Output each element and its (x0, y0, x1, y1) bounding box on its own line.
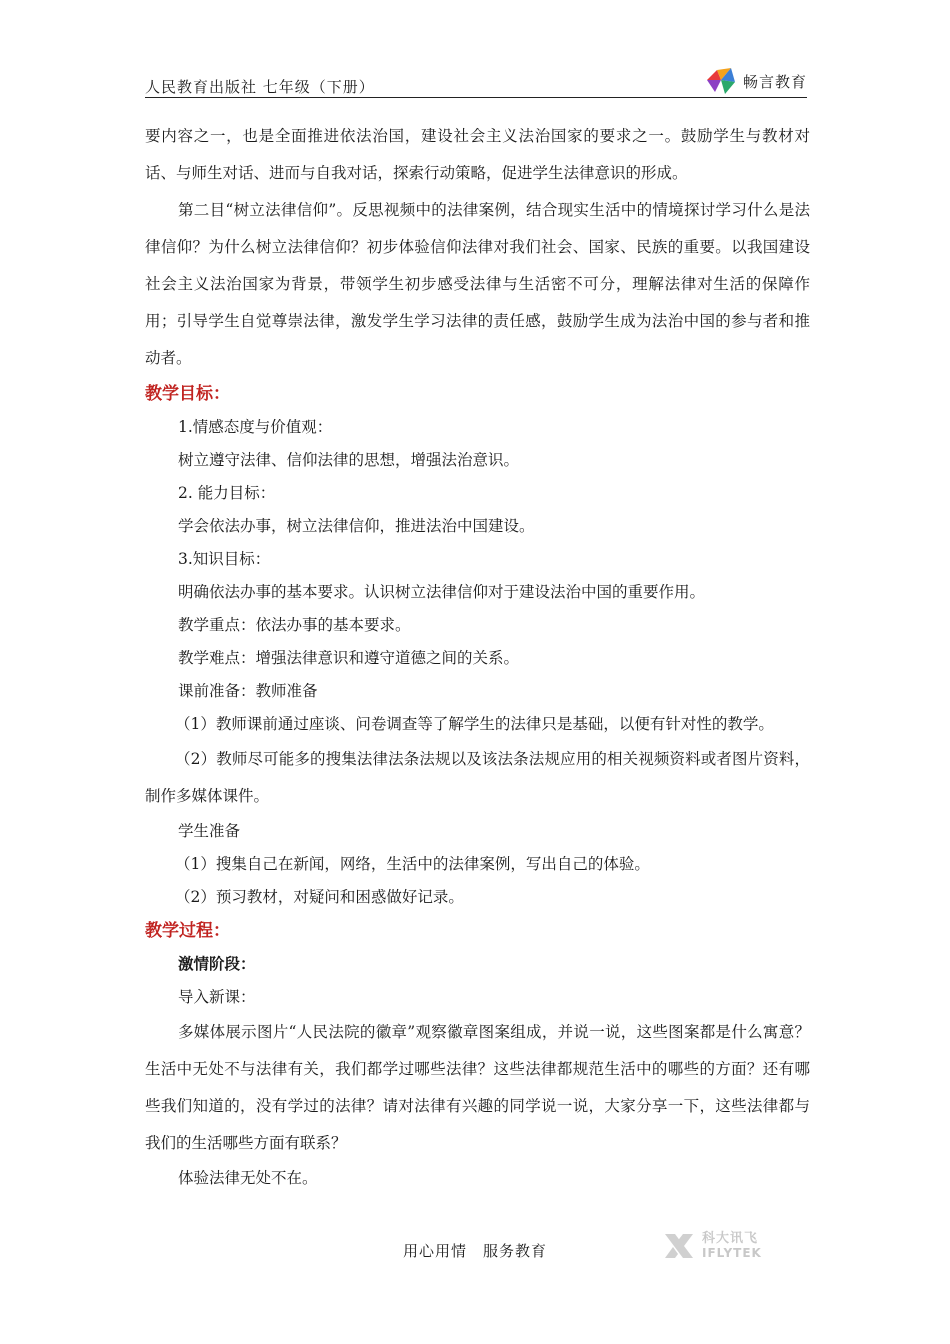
closing-line: 体验法律无处不在。 (178, 1169, 318, 1187)
section-heading-goals: 教学目标： (145, 384, 230, 404)
goal-line: 3.知识目标： (178, 550, 271, 568)
watermark-cn: 科大讯飞 (702, 1231, 759, 1246)
goal-line: 学会依法办事，树立法律信仰，推进法治中国建设。 (178, 517, 535, 535)
goal-line: 明确依法办事的基本要求。认识树立法律信仰对于建设法治中国的重要作用。 (178, 583, 706, 601)
brand-name: 畅言教育 (742, 72, 807, 91)
goal-line: 教学重点：依法办事的基本要求。 (178, 616, 411, 634)
goal-line: 2. 能力目标： (178, 484, 276, 502)
paragraph-1: 要内容之一，也是全面推进依法治国，建设社会主义法治国家的要求之一。鼓励学生与教材对话、与师生对话、进而与自我对话，探索行动策略，促进学生法律意识的形成。 (145, 127, 810, 182)
brand-logo (703, 64, 807, 98)
document-body (145, 118, 810, 1195)
teacher-prep-2: （2）教师尽可能多的搜集法律法条法规以及该法条法规应用的相关视频资料或者图片资料，制作多媒体课件。 (145, 750, 810, 805)
student-prep-line: （2）预习教材，对疑问和困惑做好记录。 (175, 888, 464, 906)
section-heading-process: 教学过程： (145, 921, 230, 941)
publisher-label: 人民教育出版社 七年级（下册） (145, 78, 375, 96)
footer-motto: 用心用情 服务教育 (402, 1242, 547, 1260)
header-divider (145, 97, 807, 98)
goal-line: 课前准备：教师准备 (178, 682, 318, 700)
iflytek-logo-icon (662, 1231, 696, 1261)
watermark-en: IFLYTEK (702, 1246, 762, 1260)
stage-label: 激情阶段： (178, 955, 256, 973)
iflytek-watermark (662, 1228, 790, 1264)
goal-line: （1）教师课前通过座谈、问卷调查等了解学生的法律只是基础，以便有针对性的教学。 (175, 715, 774, 733)
student-prep-line: （1）搜集自己在新闻，网络，生活中的法律案例，写出自己的体验。 (175, 855, 650, 873)
page-header (145, 64, 807, 98)
goal-line: 教学难点：增强法律意识和遵守道德之间的关系。 (178, 649, 520, 667)
paragraph-2: 第二目“树立法律信仰”。反思视频中的法律案例，结合现实生活中的情境探讨学习什么是法律信仰？为什么树立法律信仰？初步体验信仰法律对我们社会、国家、民族的重要。以我国建设社会主义法治国家为背景，带领学生初步感受法律与生活密不可分，理解法律对生活的保障作用；引导学生自觉尊崇法律，激发学生学习法律的责任感，鼓励学生成为法治中国的参与者和推动者。 (145, 201, 810, 367)
intro-text: 多媒体展示图片“人民法院的徽章”观察徽章图案组成，并说一说，这些图案都是什么寓意？生活中无处不与法律有关，我们都学过哪些法律？这些法律都规范生活中的哪些的方面？还有哪些我们知道的，没有学过的法律？请对法律有兴趣的同学说一说，大家分享一下，这些法律都与我们的生活哪些方面有联系？ (145, 1023, 810, 1152)
changyan-logo-icon (703, 66, 739, 96)
student-prep-line: 学生准备 (178, 822, 241, 840)
intro-label: 导入新课： (178, 988, 256, 1006)
goal-line: 1.情感态度与价值观： (178, 418, 333, 436)
goal-line: 树立遵守法律、信仰法律的思想，增强法治意识。 (178, 451, 520, 469)
